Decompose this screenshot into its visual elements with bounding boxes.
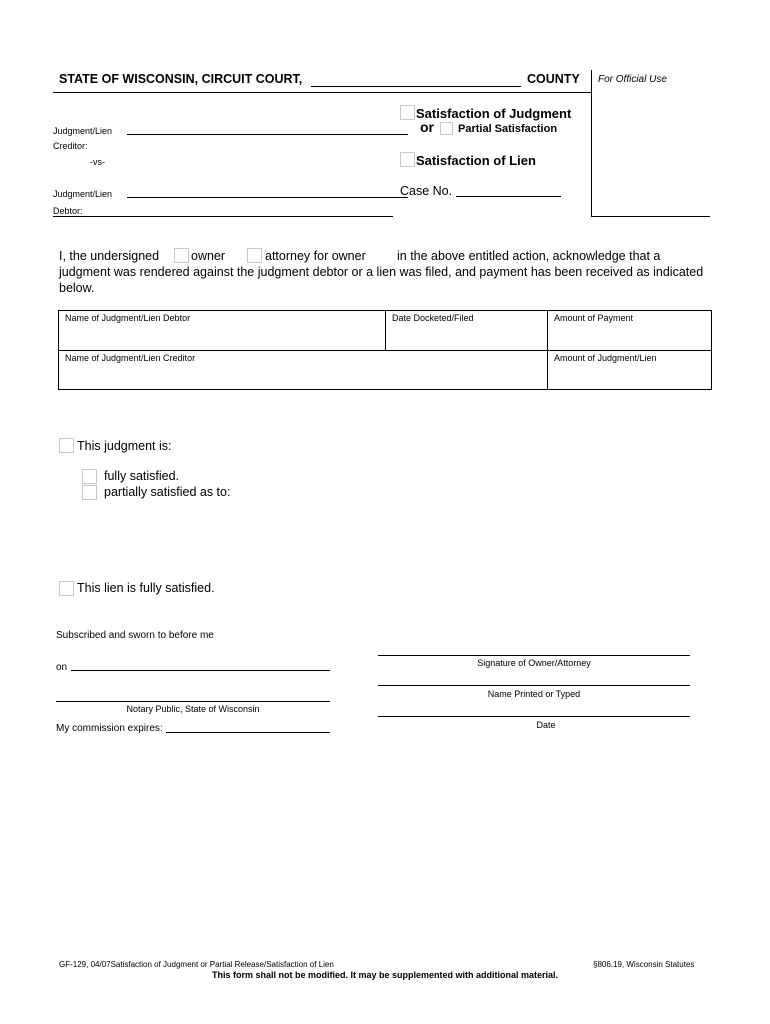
satisfaction-lien-title: Satisfaction of Lien xyxy=(416,153,536,168)
lien-checkbox[interactable] xyxy=(59,581,74,596)
attorney-label: attorney for owner xyxy=(265,249,366,263)
owner-checkbox[interactable] xyxy=(174,248,189,263)
official-use-label: For Official Use xyxy=(598,74,667,85)
owner-attorney-signature-label: Signature of Owner/Attorney xyxy=(477,658,591,668)
sworn-date-line[interactable] xyxy=(71,670,330,671)
debtor-label-line1: Judgment/Lien xyxy=(53,189,113,199)
county-name-line[interactable] xyxy=(311,86,521,87)
case-no-label: Case No. xyxy=(400,184,453,198)
commission-label: My commission expires: xyxy=(56,723,163,734)
lien-label: This lien is fully satisfied. xyxy=(77,581,215,595)
debtor-name-header: Name of Judgment/Lien Debtor xyxy=(65,313,191,323)
attorney-checkbox[interactable] xyxy=(247,248,262,263)
debtor-name-line[interactable] xyxy=(127,197,408,198)
creditor-name-line[interactable] xyxy=(127,134,408,135)
commission-expires-line[interactable] xyxy=(166,732,330,733)
debtor-label-line2: Debtor: xyxy=(53,206,83,216)
date-label: Date xyxy=(536,720,556,730)
creditor-name-cell[interactable] xyxy=(58,350,548,390)
state-court-label: STATE OF WISCONSIN, CIRCUIT COURT, xyxy=(59,72,303,86)
partial-satisfaction-title: Partial Satisfaction xyxy=(458,123,558,135)
satisfaction-judgment-checkbox[interactable] xyxy=(400,105,415,120)
judgment-checkbox[interactable] xyxy=(59,438,74,453)
amount-judgment-cell[interactable] xyxy=(547,350,712,390)
county-label: COUNTY xyxy=(527,72,580,86)
creditor-label-line2: Creditor: xyxy=(53,141,88,151)
name-printed-label: Name Printed or Typed xyxy=(487,689,581,699)
form-id: GF-129, 04/07Satisfaction of Judgment or Partial Release/Satisfaction of Lien xyxy=(59,960,334,969)
modification-notice: This form shall not be modified. It may be supplemented with additional material. xyxy=(211,970,559,980)
date-line[interactable] xyxy=(378,716,690,717)
owner-attorney-signature-line[interactable] xyxy=(378,655,690,656)
sworn-label: Subscribed and sworn to before me xyxy=(56,630,214,641)
on-label: on xyxy=(56,662,68,673)
or-label: or xyxy=(420,119,434,135)
partially-satisfied-label: partially satisfied as to: xyxy=(104,485,231,499)
fully-satisfied-checkbox[interactable] xyxy=(82,469,97,484)
official-use-border xyxy=(591,70,592,217)
case-no-line[interactable] xyxy=(456,196,561,197)
statute-reference: §806.19, Wisconsin Statutes xyxy=(593,960,695,969)
official-use-bottom-border xyxy=(591,216,710,217)
notary-signature-line[interactable] xyxy=(56,701,330,702)
partially-satisfied-checkbox[interactable] xyxy=(82,485,97,500)
statement-intro: I, the undersigned xyxy=(59,249,160,263)
amount-judgment-header: Amount of Judgment/Lien xyxy=(554,353,657,363)
statement-line3: below. xyxy=(59,281,95,295)
debtor-name-cell[interactable] xyxy=(58,310,386,351)
header-rule xyxy=(53,92,591,93)
statement-line2: judgment was rendered against the judgment debtor or a lien was filed, and payment has been received as indicated xyxy=(59,265,704,279)
judgment-label: This judgment is: xyxy=(77,439,172,453)
statement-line1-rest: in the above entitled action, acknowledge that a xyxy=(397,249,661,263)
creditor-name-header: Name of Judgment/Lien Creditor xyxy=(65,353,196,363)
caption-bottom-rule xyxy=(53,216,393,217)
versus-label: -vs- xyxy=(90,157,105,167)
creditor-label-line1: Judgment/Lien xyxy=(53,126,113,136)
satisfaction-lien-checkbox[interactable] xyxy=(400,152,415,167)
partial-satisfaction-checkbox[interactable] xyxy=(440,122,453,135)
fully-satisfied-label: fully satisfied. xyxy=(104,469,180,483)
amount-payment-header: Amount of Payment xyxy=(554,313,634,323)
notary-public-label: Notary Public, State of Wisconsin xyxy=(126,704,260,714)
date-docketed-cell[interactable] xyxy=(385,310,548,351)
owner-label: owner xyxy=(191,249,226,263)
name-printed-line[interactable] xyxy=(378,685,690,686)
date-docketed-header: Date Docketed/Filed xyxy=(392,313,474,323)
satisfaction-judgment-title: Satisfaction of Judgment xyxy=(416,106,572,121)
amount-payment-cell[interactable] xyxy=(547,310,712,351)
